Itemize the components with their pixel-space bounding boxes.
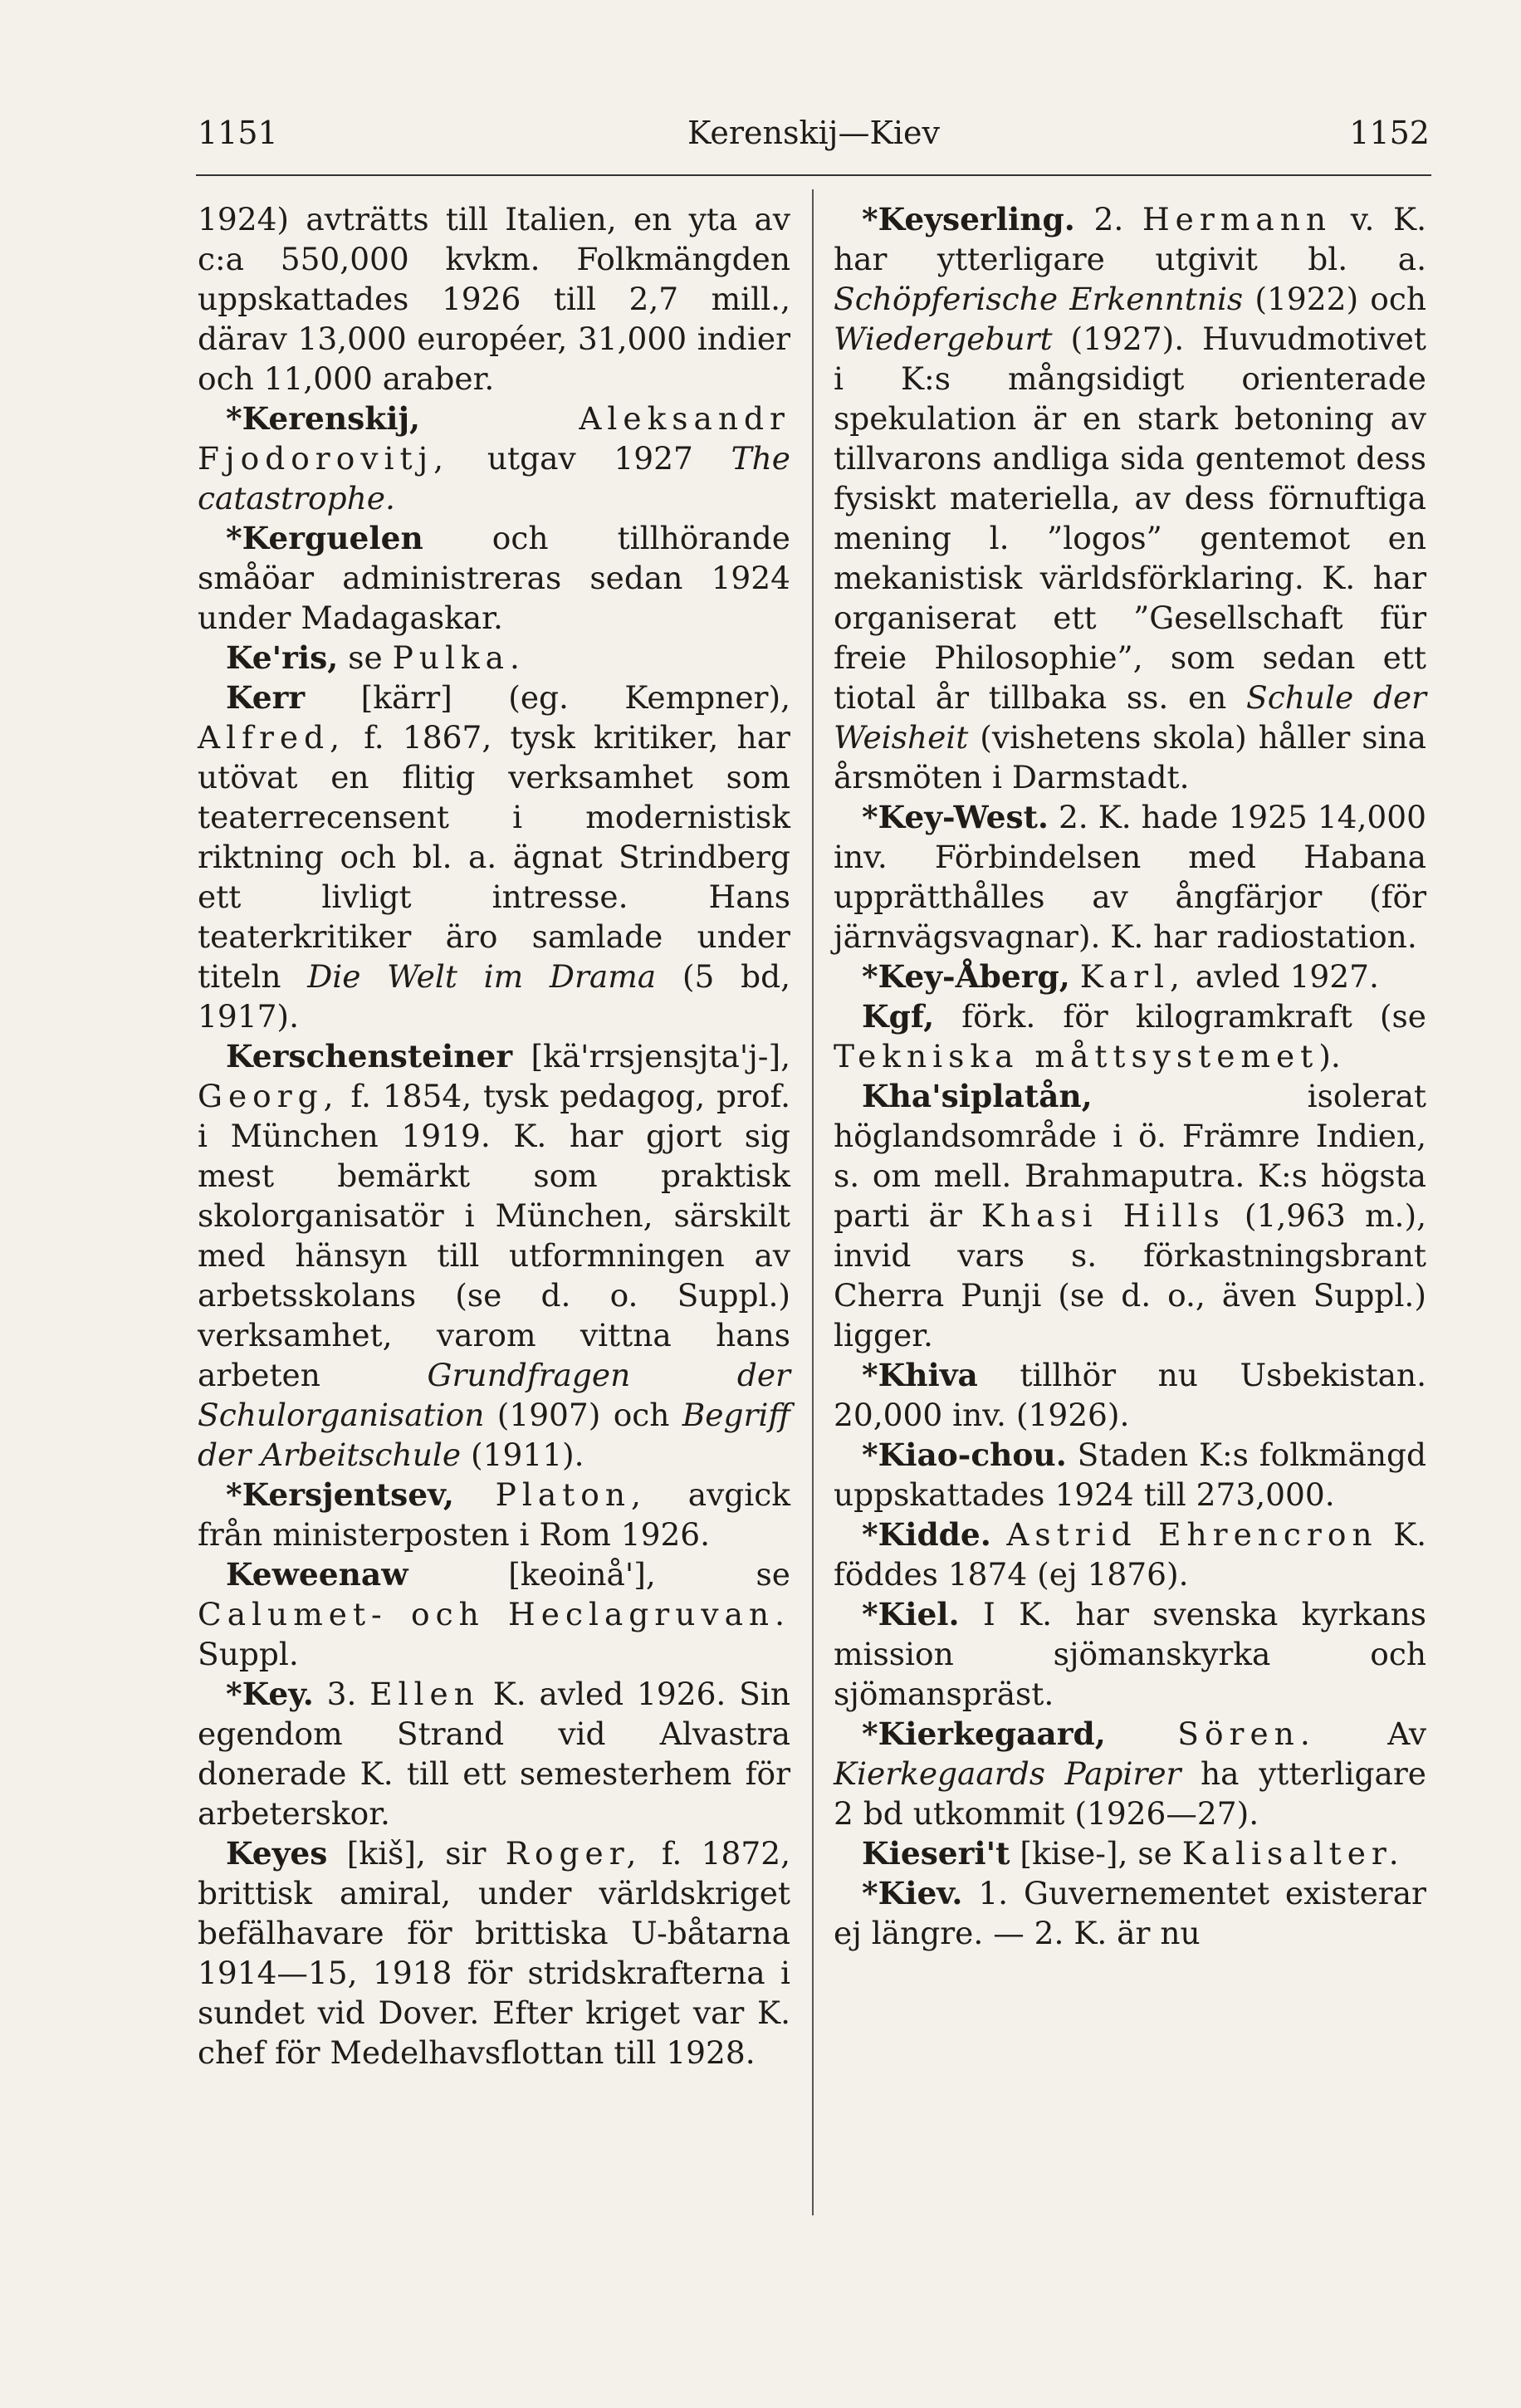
entry-text: Karl,: [1079, 958, 1186, 995]
entry-text: Hermann: [1142, 201, 1333, 237]
entry-text: Alfred,: [198, 719, 345, 756]
entry-headword: *Key.: [226, 1676, 314, 1712]
dictionary-entry: [834, 199, 1426, 797]
entry-text: Platon,: [495, 1476, 647, 1513]
entry-headword: Ke'ris,: [226, 639, 339, 676]
entry-text: och tillhörande småöar administreras sedan 1924 under Madagaskar.: [198, 520, 790, 636]
entry-text: [991, 1516, 1007, 1553]
dictionary-entry: [834, 1594, 1426, 1714]
entry-headword: *Keyserling.: [862, 201, 1075, 237]
entry-text: Astrid Ehrencron: [1006, 1516, 1378, 1553]
entry-headword: Kgf,: [862, 998, 935, 1035]
entry-text: (1,963 m.), invid vars s. förkastningsbrant Cherra Punji (se d. o., även Suppl.) ligger.: [834, 1197, 1427, 1353]
entry-text: I K. har svenska kyrkans mission sjömanskyrka och sjömanspräst.: [834, 1596, 1426, 1712]
dictionary-entry: [198, 1833, 790, 2073]
entry-text: Roger,: [505, 1835, 643, 1872]
dictionary-entry: [834, 1714, 1426, 1833]
entry-headword: Kerschensteiner: [226, 1038, 513, 1074]
left-page-number: 1151: [198, 115, 278, 151]
entry-text: [1106, 1715, 1178, 1752]
entry-text: ).: [1318, 1038, 1341, 1074]
entry-headword: *Kersjentsev,: [226, 1476, 454, 1513]
entry-text: Suppl.: [198, 1636, 299, 1672]
entry-text: Khasi Hills: [981, 1197, 1225, 1234]
header-rule: [196, 174, 1431, 176]
dictionary-entry: [834, 1873, 1426, 1953]
dictionary-entry: [834, 1515, 1426, 1594]
entry-text: 2.: [1074, 201, 1142, 237]
running-title: Kerenskij—Kiev: [687, 115, 940, 151]
dictionary-entry: [834, 996, 1426, 1076]
entry-text: (1927). Huvudmotivet i K:s mångsidigt orienterade spekulation är en stark betoning av tillvarons andliga sida gentemot dess fysiskt materiella, av dess förnuftiga mening l. ”logos” gentemot en mekanistisk världsförklaring. K. har organiserat ett ”Gesellschaft für freie Philosophie”, som sedan ett tiotal år tillbaka ss. en: [834, 321, 1426, 716]
entry-headword: Kerr: [226, 679, 306, 716]
dictionary-entry: [198, 399, 790, 518]
entry-text: [keoinå'], se: [408, 1556, 790, 1593]
entry-headword: Keweenaw: [226, 1556, 408, 1593]
entry-text: Grundfragen der Schulorganisation: [198, 1357, 790, 1433]
entry-text: isolerat höglandsområde i ö. Främre Indien, s. om mell. Brahmaputra. K:s högsta parti är: [834, 1078, 1426, 1234]
entry-text: Wiedergeburt: [834, 321, 1053, 357]
entry-text: tillhör nu Usbekistan. 20,000 inv. (1926).: [834, 1357, 1426, 1433]
entry-headword: *Kiev.: [862, 1875, 963, 1911]
entry-text: Die Welt im Drama: [307, 958, 657, 995]
dictionary-entry: [834, 957, 1426, 996]
entry-text: Calumet- och Heclagruvan.: [198, 1596, 790, 1632]
entry-text: se: [338, 639, 393, 676]
entry-text: [kärr] (eg. Kempner),: [305, 679, 790, 716]
entry-text: f. 1854, tysk pedagog, prof. i München 1919. K. har gjort sig mest bemärkt som praktisk skolorganisatör i München, särskilt med hänsyn till utformningen av arbetsskolans (se d. o. Suppl.) verksamhet, varom vittna hans arbeten: [198, 1078, 790, 1393]
entry-headword: Kha'siplatån,: [862, 1078, 1093, 1114]
entry-text: ha ytterligare 2 bd utkommit (1926—27).: [834, 1755, 1426, 1832]
entry-text: Kalisalter.: [1181, 1835, 1405, 1872]
entry-text: K. föddes 1874 (ej 1876).: [834, 1516, 1427, 1593]
entry-text: Begriff der Arbeitschule: [198, 1397, 790, 1473]
dictionary-entry: [198, 1674, 790, 1833]
entry-text: [kise-], se: [1010, 1835, 1182, 1872]
entry-text: Ellen: [369, 1676, 480, 1712]
entry-text: [454, 1476, 496, 1513]
entry-text: f. 1872, brittisk amiral, under världskriget befälhavare för brittiska U-båtarna 1914—15, 1918 för stridskrafterna i sundet vid Dover. Efter kriget var K. chef för Medelhavsflottan till 1928.: [198, 1835, 790, 2071]
entry-text: 2. K. hade 1925 14,000 inv. Förbindelsen med Habana upprätthålles av ångfärjor (för järnvägsvagnar). K. har radiostation.: [834, 799, 1426, 955]
entry-text: [1070, 958, 1080, 995]
entry-text: 3.: [313, 1676, 370, 1712]
entry-text: (5 bd, 1917).: [198, 958, 791, 1035]
dictionary-entry: [834, 1833, 1426, 1873]
entry-text: (1911).: [461, 1436, 584, 1473]
entry-text: (vishetens skola) håller sina årsmöten i Darmstadt.: [834, 719, 1426, 795]
dictionary-entry: [198, 638, 790, 678]
entry-text: K. avled 1926. Sin egendom Strand vid Alvastra donerade K. till ett semesterhem för arbeterskor.: [198, 1676, 790, 1832]
entry-headword: *Kiel.: [862, 1596, 960, 1632]
entry-text: [kiš], sir: [327, 1835, 506, 1872]
entry-text: Schule der Weisheit: [834, 679, 1426, 756]
entry-headword: *Kidde.: [862, 1516, 991, 1553]
entry-text: Av: [1315, 1715, 1427, 1752]
dictionary-entry: [198, 1036, 790, 1475]
entry-text: utgav 1927: [449, 440, 731, 477]
right-page-number: 1152: [1349, 115, 1430, 151]
entry-headword: Kieseri't: [862, 1835, 1010, 1872]
entry-text: Georg,: [198, 1078, 340, 1114]
entry-headword: *Kerenskij,: [226, 400, 421, 437]
dictionary-entry: [834, 797, 1426, 957]
entry-headword: *Key-West.: [862, 799, 1049, 835]
entry-text: Schöpferische Erkenntnis: [834, 281, 1244, 317]
entry-text: (1907) och: [484, 1397, 682, 1433]
dictionary-entry: [834, 1355, 1426, 1435]
dictionary-entry: [834, 1076, 1426, 1355]
right-column: [834, 199, 1426, 1953]
dictionary-entry: [834, 1435, 1426, 1515]
entry-text: v. K. har ytterligare utgivit bl. a.: [834, 201, 1426, 277]
entry-headword: *Kiao-chou.: [862, 1436, 1067, 1473]
entry-text: Sören.: [1177, 1715, 1316, 1752]
entry-text: Staden K:s folkmängd uppskattades 1924 till 273,000.: [834, 1436, 1426, 1513]
entry-text: förk. för kilogramkraft (se: [934, 998, 1426, 1035]
entry-text: The catastrophe.: [198, 440, 790, 516]
entry-headword: Keyes: [226, 1835, 328, 1872]
entry-text: f. 1867, tysk kritiker, har utövat en flitig verksamhet som teaterrecensent i modernistisk riktning och bl. a. ägnat Strindberg ett livligt intresse. Hans teaterkritiker äro samlade under titeln: [198, 719, 790, 995]
entry-headword: *Khiva: [862, 1357, 978, 1393]
entry-text: 1924) avträtts till Italien, en yta av c:a 550,000 kvkm. Folkmängden uppskattades 1926 till 2,7 mill., därav 13,000 européer, 31,000 indier och 11,000 araber.: [198, 201, 790, 397]
entry-headword: *Key-Åberg,: [862, 958, 1070, 995]
dictionary-entry: [198, 518, 790, 638]
column-divider: [812, 189, 814, 2215]
entry-headword: *Kierkegaard,: [862, 1715, 1106, 1752]
dictionary-entry: [198, 199, 790, 399]
dictionary-entry: [198, 1475, 790, 1554]
entry-text: Pulka.: [392, 639, 526, 676]
entry-text: Aleksandr Fjodorovitj,: [198, 400, 790, 477]
entry-headword: *Kerguelen: [226, 520, 423, 556]
entry-text: avled 1927.: [1185, 958, 1379, 995]
dictionary-entry: [198, 678, 790, 1036]
entry-text: 1. Guvernementet existerar ej längre. — 2. K. är nu: [834, 1875, 1426, 1951]
entry-text: Kierkegaards Papirer: [834, 1755, 1181, 1792]
dictionary-entry: [198, 1554, 790, 1674]
entry-text: [kä'rrsjensjta'j-],: [512, 1038, 790, 1074]
entry-text: avgick från ministerposten i Rom 1926.: [198, 1476, 790, 1553]
entry-text: [420, 400, 579, 437]
left-column: [198, 199, 790, 2073]
entry-text: (1922) och: [1243, 281, 1426, 317]
entry-text: Tekniska måttsystemet: [834, 1038, 1319, 1074]
page-header: [198, 115, 1430, 164]
